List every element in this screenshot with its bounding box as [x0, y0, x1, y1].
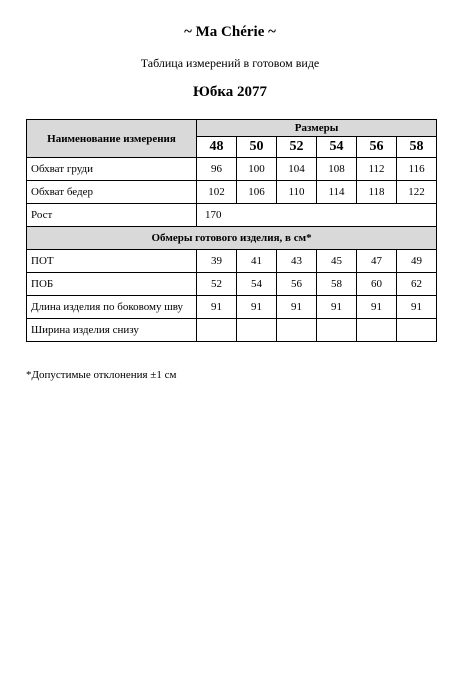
- row-label: Длина изделия по боковому шву: [27, 296, 197, 319]
- brand-title: ~ Ma Chérie ~: [184, 24, 276, 40]
- table-cell: [397, 319, 437, 342]
- table-cell: 91: [317, 296, 357, 319]
- table-row: [27, 204, 437, 227]
- table-cell: 100: [237, 158, 277, 181]
- table-cell: 122: [397, 181, 437, 204]
- table-cell: [237, 319, 277, 342]
- measurements-table: [26, 119, 437, 342]
- row-label: Обхват груди: [27, 158, 197, 181]
- table-cell: 108: [317, 158, 357, 181]
- table-cell: 54: [237, 273, 277, 296]
- table-cell: 49: [397, 250, 437, 273]
- table-row: [27, 273, 437, 296]
- table-header-row: [27, 120, 437, 137]
- table-cell: 56: [277, 273, 317, 296]
- table-row: [27, 319, 437, 342]
- size-column-header: 50: [237, 137, 277, 158]
- size-column-header: 48: [197, 137, 237, 158]
- table-row: [27, 296, 437, 319]
- table-cell: 91: [277, 296, 317, 319]
- table-cell: 43: [277, 250, 317, 273]
- document-subtitle: Таблица измерений в готовом виде: [140, 56, 320, 70]
- table-cell: 106: [237, 181, 277, 204]
- tolerance-footnote: *Допустимые отклонения ±1 см: [26, 369, 177, 381]
- table-cell: 58: [317, 273, 357, 296]
- table-cell: 91: [357, 296, 397, 319]
- table-cell: 91: [397, 296, 437, 319]
- table-cell: 47: [357, 250, 397, 273]
- table-cell: 41: [237, 250, 277, 273]
- table-cell: 91: [197, 296, 237, 319]
- table-cell: 116: [397, 158, 437, 181]
- row-label: Ширина изделия снизу: [27, 319, 197, 342]
- size-column-header: 52: [277, 137, 317, 158]
- section-header: Обмеры готового изделия, в см*: [27, 227, 437, 250]
- section-row: [27, 227, 437, 250]
- product-title: Юбка 2077: [192, 84, 268, 100]
- table-row: [27, 158, 437, 181]
- table-cell: 96: [197, 158, 237, 181]
- table-cell: 114: [317, 181, 357, 204]
- row-label: Обхват бедер: [27, 181, 197, 204]
- sizes-header: Размеры: [197, 120, 437, 137]
- table-cell: 110: [277, 181, 317, 204]
- height-value: 170: [197, 204, 437, 227]
- row-label: ПОТ: [27, 250, 197, 273]
- table-cell: [317, 319, 357, 342]
- table-cell: [197, 319, 237, 342]
- table-cell: 39: [197, 250, 237, 273]
- measurement-name-header: Наименование измерения: [27, 120, 197, 158]
- table-row: [27, 181, 437, 204]
- size-column-header: 54: [317, 137, 357, 158]
- table-cell: [357, 319, 397, 342]
- table-cell: 91: [237, 296, 277, 319]
- table-cell: 118: [357, 181, 397, 204]
- row-label: ПОБ: [27, 273, 197, 296]
- table-cell: 52: [197, 273, 237, 296]
- table-row: [27, 250, 437, 273]
- table-cell: 112: [357, 158, 397, 181]
- table-cell: 102: [197, 181, 237, 204]
- table-cell: [277, 319, 317, 342]
- row-label: Рост: [27, 204, 197, 227]
- table-cell: 60: [357, 273, 397, 296]
- table-cell: 62: [397, 273, 437, 296]
- table-cell: 45: [317, 250, 357, 273]
- size-column-header: 56: [357, 137, 397, 158]
- size-column-header: 58: [397, 137, 437, 158]
- table-cell: 104: [277, 158, 317, 181]
